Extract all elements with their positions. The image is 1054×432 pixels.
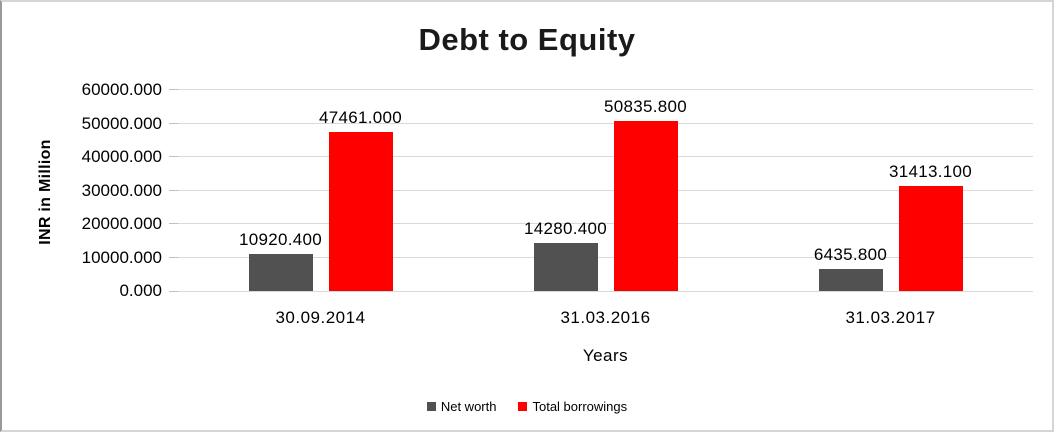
legend-item-total-borrowings: [518, 399, 627, 414]
y-axis-tick: [169, 291, 178, 292]
bar-total-borrowings-31-03-2016: [614, 121, 678, 291]
bar-total-borrowings-31-03-2017: [899, 186, 963, 291]
x-axis-title: Years: [582, 346, 629, 365]
y-axis-tick: [169, 223, 178, 224]
y-tick-label: 0.000: [119, 281, 162, 300]
y-axis-tick: [169, 156, 178, 157]
y-tick-label: 40000.000: [81, 147, 162, 166]
y-axis-tick: [169, 89, 178, 90]
legend-label: Total borrowings: [532, 399, 628, 414]
legend-label: Net worth: [440, 399, 497, 414]
bar-net-worth-30-09-2014: [249, 254, 313, 291]
gridline: [178, 156, 1033, 157]
x-category-label: 30.09.2014: [275, 308, 366, 327]
bar-value-label: 14280.400: [523, 219, 608, 239]
x-category-label: 31.03.2016: [560, 308, 651, 327]
bar-net-worth-31-03-2016: [534, 243, 598, 291]
x-category-label: 31.03.2017: [845, 308, 936, 327]
legend-item-net-worth: [427, 399, 497, 414]
legend-marker-net-worth: [427, 402, 436, 411]
gridline: [178, 89, 1033, 90]
bar-value-label: 6435.800: [813, 245, 888, 265]
plot-area: [178, 90, 1033, 291]
chart-title: Debt to Equity: [418, 22, 636, 57]
legend: [2, 399, 1052, 414]
y-axis-title: INR in Million: [37, 139, 54, 245]
y-tick-label: 10000.000: [81, 247, 162, 267]
bar-total-borrowings-30-09-2014: [329, 132, 393, 291]
y-tick-label: 60000.000: [81, 80, 162, 99]
bar-value-label: 10920.400: [238, 230, 323, 250]
bar-value-label: 47461.000: [318, 108, 403, 127]
bar-net-worth-31-03-2017: [819, 269, 883, 291]
y-tick-label: 50000.000: [81, 113, 162, 133]
y-axis-tick: [169, 123, 178, 124]
x-axis-line: [178, 291, 1033, 292]
y-axis-tick: [169, 257, 178, 258]
y-tick-label: 30000.000: [81, 180, 162, 200]
y-tick-label: 20000.000: [81, 214, 162, 233]
legend-marker-total-borrowings: [518, 402, 527, 411]
bar-value-label: 31413.100: [888, 161, 973, 181]
y-axis-tick: [169, 190, 178, 191]
bar-value-label: 50835.800: [603, 96, 688, 116]
